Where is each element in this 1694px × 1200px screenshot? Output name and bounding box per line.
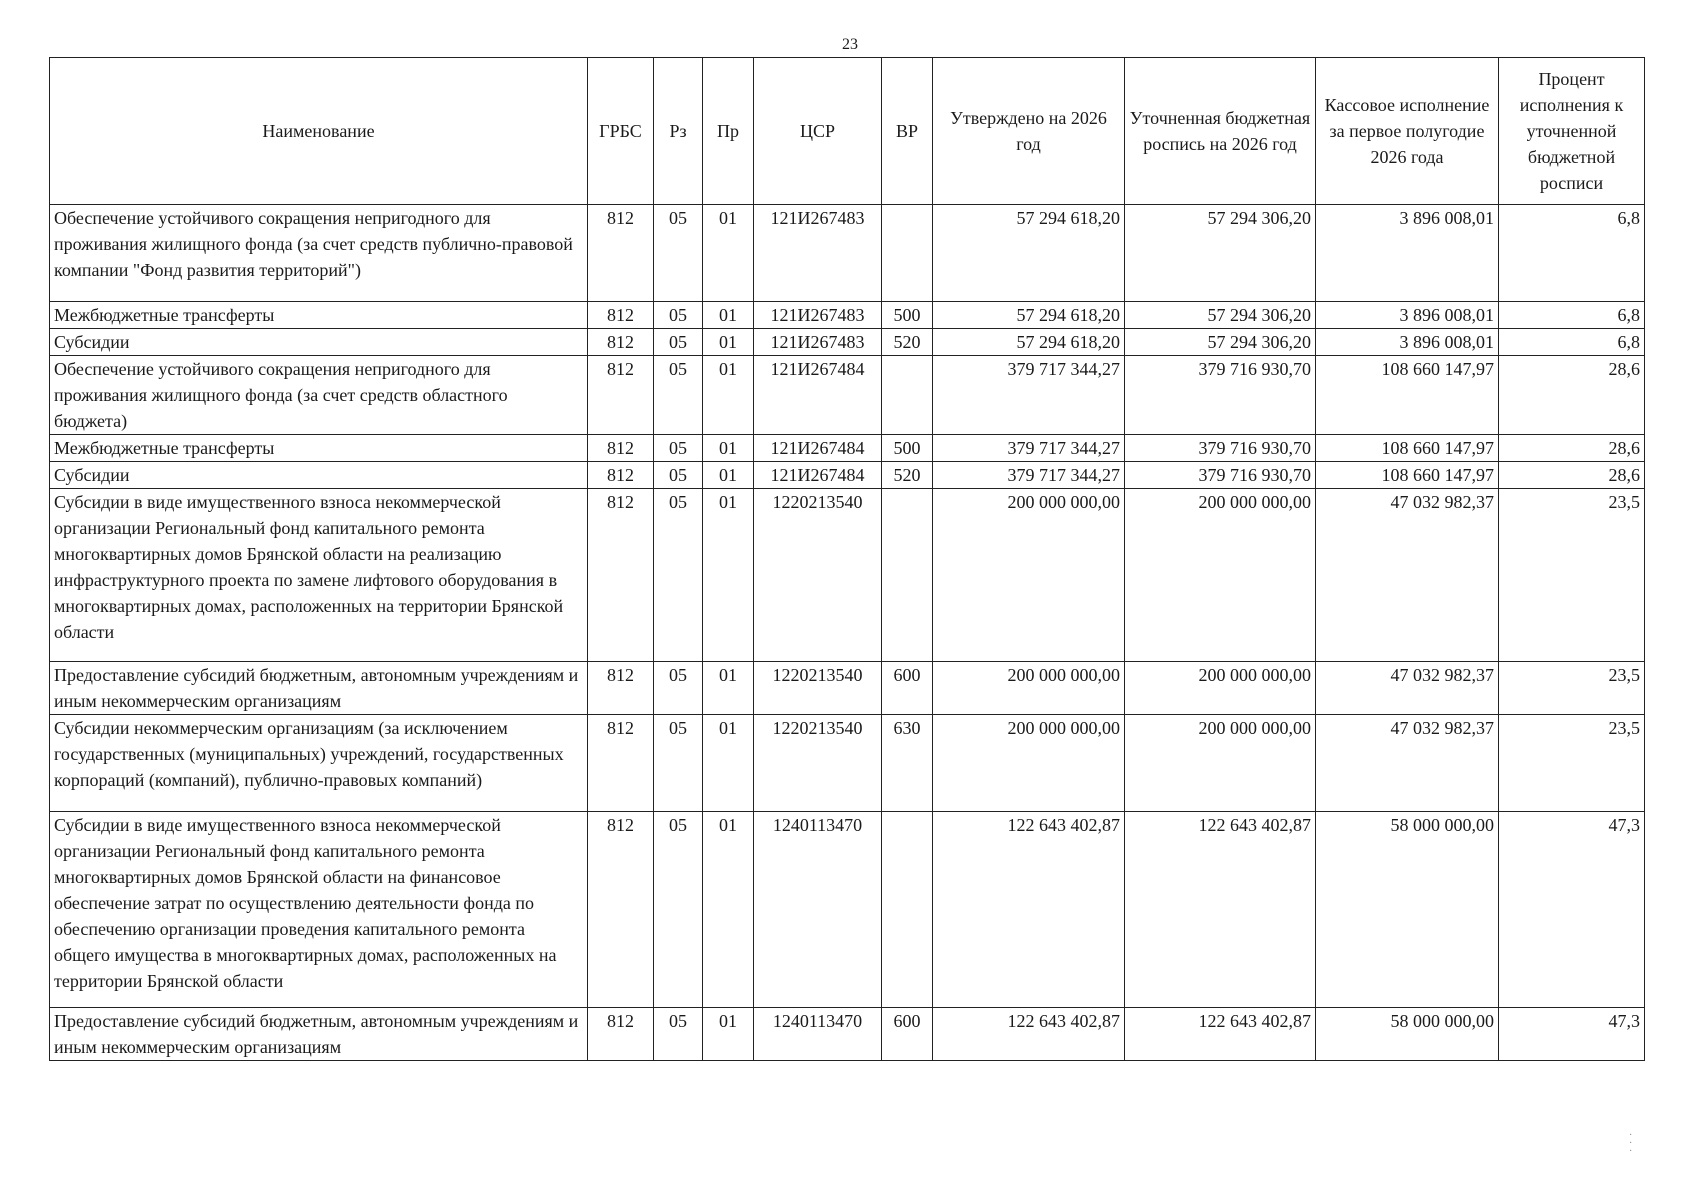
cell-rz: 05 (654, 329, 703, 356)
cell-pr: 01 (703, 715, 754, 812)
header-name: Наименование (50, 58, 588, 205)
cell-pr: 01 (703, 812, 754, 1008)
cell-approved: 200 000 000,00 (933, 489, 1125, 662)
cell-percent: 6,8 (1499, 302, 1645, 329)
cell-refined: 379 716 930,70 (1125, 356, 1316, 435)
cell-grbs: 812 (588, 356, 654, 435)
cell-cash: 3 896 008,01 (1316, 329, 1499, 356)
cell-percent: 6,8 (1499, 205, 1645, 302)
cell-pr: 01 (703, 462, 754, 489)
cell-rz: 05 (654, 715, 703, 812)
cell-csr: 121И267483 (754, 302, 882, 329)
table-row (50, 356, 1645, 435)
cell-name: Предоставление субсидий бюджетным, автономным учреждениям и иным некоммерческим организациям (50, 1008, 588, 1061)
cell-cash: 108 660 147,97 (1316, 356, 1499, 435)
cell-grbs: 812 (588, 435, 654, 462)
cell-refined: 57 294 306,20 (1125, 329, 1316, 356)
cell-csr: 1240113470 (754, 1008, 882, 1061)
cell-percent: 23,5 (1499, 489, 1645, 662)
cell-rz: 05 (654, 205, 703, 302)
cell-pr: 01 (703, 1008, 754, 1061)
cell-vr: 520 (882, 329, 933, 356)
cell-vr: 600 (882, 662, 933, 715)
cell-csr: 121И267484 (754, 435, 882, 462)
cell-refined: 200 000 000,00 (1125, 662, 1316, 715)
cell-grbs: 812 (588, 329, 654, 356)
cell-name: Субсидии (50, 462, 588, 489)
cell-refined: 379 716 930,70 (1125, 435, 1316, 462)
cell-pr: 01 (703, 356, 754, 435)
cell-approved: 379 717 344,27 (933, 435, 1125, 462)
cell-approved: 379 717 344,27 (933, 462, 1125, 489)
cell-vr (882, 812, 933, 1008)
header-vr: ВР (882, 58, 933, 205)
cell-refined: 57 294 306,20 (1125, 302, 1316, 329)
cell-percent: 23,5 (1499, 715, 1645, 812)
table-row (50, 329, 1645, 356)
cell-refined: 379 716 930,70 (1125, 462, 1316, 489)
cell-vr (882, 356, 933, 435)
cell-percent: 28,6 (1499, 462, 1645, 489)
cell-csr: 1220213540 (754, 715, 882, 812)
cell-approved: 122 643 402,87 (933, 812, 1125, 1008)
header-percent: Процент исполнения к уточненной бюджетной росписи (1499, 58, 1645, 205)
header-refined: Уточненная бюджетная роспись на 2026 год (1125, 58, 1316, 205)
table-row (50, 462, 1645, 489)
cell-vr: 600 (882, 1008, 933, 1061)
cell-grbs: 812 (588, 1008, 654, 1061)
header-csr: ЦСР (754, 58, 882, 205)
cell-approved: 57 294 618,20 (933, 329, 1125, 356)
cell-cash: 3 896 008,01 (1316, 205, 1499, 302)
cell-grbs: 812 (588, 662, 654, 715)
cell-name: Субсидии в виде имущественного взноса некоммерческой организации Региональный фонд капитального ремонта многоквартирных домов Брянской области на финансовое обеспечение затрат по осуществлению деятельности фонда по обеспечению организации проведения капитального ремонта общего имущества в многоквартирных домах, расположенных на территории Брянской области (50, 812, 588, 1008)
cell-approved: 57 294 618,20 (933, 205, 1125, 302)
cell-refined: 122 643 402,87 (1125, 1008, 1316, 1061)
cell-csr: 121И267483 (754, 205, 882, 302)
header-cash: Кассовое исполнение за первое полугодие 2026 года (1316, 58, 1499, 205)
header-grbs: ГРБС (588, 58, 654, 205)
cell-pr: 01 (703, 435, 754, 462)
cell-name: Субсидии в виде имущественного взноса некоммерческой организации Региональный фонд капитального ремонта многоквартирных домов Брянской области на реализацию инфраструктурного проекта по замене лифтового оборудования в многоквартирных домах, расположенных на территории Брянской области (50, 489, 588, 662)
header-pr: Пр (703, 58, 754, 205)
cell-grbs: 812 (588, 302, 654, 329)
cell-csr: 1220213540 (754, 489, 882, 662)
cell-refined: 122 643 402,87 (1125, 812, 1316, 1008)
cell-rz: 05 (654, 356, 703, 435)
cell-cash: 58 000 000,00 (1316, 1008, 1499, 1061)
cell-approved: 200 000 000,00 (933, 715, 1125, 812)
cell-vr: 500 (882, 302, 933, 329)
cell-csr: 121И267484 (754, 462, 882, 489)
cell-rz: 05 (654, 489, 703, 662)
table-row (50, 662, 1645, 715)
cell-vr: 500 (882, 435, 933, 462)
cell-rz: 05 (654, 662, 703, 715)
cell-percent: 47,3 (1499, 1008, 1645, 1061)
cell-name: Обеспечение устойчивого сокращения непригодного для проживания жилищного фонда (за счет средств публично-правовой компании "Фонд развития территорий") (50, 205, 588, 302)
cell-name: Субсидии некоммерческим организациям (за исключением государственных (муниципальных) учреждений, государственных корпораций (компаний), публично-правовых компаний) (50, 715, 588, 812)
cell-csr: 121И267483 (754, 329, 882, 356)
table-header-row (50, 58, 1645, 205)
cell-pr: 01 (703, 662, 754, 715)
table-row (50, 489, 1645, 662)
table-body (50, 205, 1645, 1061)
table-row (50, 812, 1645, 1008)
cell-refined: 200 000 000,00 (1125, 489, 1316, 662)
cell-cash: 108 660 147,97 (1316, 435, 1499, 462)
cell-approved: 122 643 402,87 (933, 1008, 1125, 1061)
cell-percent: 28,6 (1499, 435, 1645, 462)
cell-vr: 630 (882, 715, 933, 812)
cell-grbs: 812 (588, 812, 654, 1008)
cell-pr: 01 (703, 489, 754, 662)
cell-csr: 121И267484 (754, 356, 882, 435)
cell-pr: 01 (703, 329, 754, 356)
cell-refined: 200 000 000,00 (1125, 715, 1316, 812)
header-approved: Утверждено на 2026 год (933, 58, 1125, 205)
cell-name: Межбюджетные трансферты (50, 302, 588, 329)
cell-grbs: 812 (588, 715, 654, 812)
cell-name: Предоставление субсидий бюджетным, автономным учреждениям и иным некоммерческим организациям (50, 662, 588, 715)
cell-cash: 47 032 982,37 (1316, 662, 1499, 715)
cell-pr: 01 (703, 205, 754, 302)
cell-percent: 23,5 (1499, 662, 1645, 715)
cell-cash: 3 896 008,01 (1316, 302, 1499, 329)
header-rz: Рз (654, 58, 703, 205)
cell-cash: 108 660 147,97 (1316, 462, 1499, 489)
cell-percent: 47,3 (1499, 812, 1645, 1008)
cell-name: Межбюджетные трансферты (50, 435, 588, 462)
scan-artifact: · · · (1629, 1130, 1633, 1157)
table-row (50, 302, 1645, 329)
budget-execution-table (49, 57, 1645, 1061)
table-row (50, 1008, 1645, 1061)
cell-vr (882, 205, 933, 302)
cell-grbs: 812 (588, 462, 654, 489)
cell-vr: 520 (882, 462, 933, 489)
cell-approved: 379 717 344,27 (933, 356, 1125, 435)
table-row (50, 715, 1645, 812)
cell-name: Обеспечение устойчивого сокращения непригодного для проживания жилищного фонда (за счет средств областного бюджета) (50, 356, 588, 435)
cell-cash: 58 000 000,00 (1316, 812, 1499, 1008)
cell-pr: 01 (703, 302, 754, 329)
cell-percent: 28,6 (1499, 356, 1645, 435)
table-row (50, 435, 1645, 462)
cell-approved: 200 000 000,00 (933, 662, 1125, 715)
table-row (50, 205, 1645, 302)
cell-grbs: 812 (588, 205, 654, 302)
cell-rz: 05 (654, 1008, 703, 1061)
cell-rz: 05 (654, 435, 703, 462)
cell-csr: 1220213540 (754, 662, 882, 715)
cell-cash: 47 032 982,37 (1316, 715, 1499, 812)
cell-rz: 05 (654, 302, 703, 329)
cell-rz: 05 (654, 462, 703, 489)
cell-approved: 57 294 618,20 (933, 302, 1125, 329)
cell-refined: 57 294 306,20 (1125, 205, 1316, 302)
cell-rz: 05 (654, 812, 703, 1008)
cell-name: Субсидии (50, 329, 588, 356)
cell-grbs: 812 (588, 489, 654, 662)
page-number: 23 (842, 36, 858, 53)
cell-csr: 1240113470 (754, 812, 882, 1008)
cell-cash: 47 032 982,37 (1316, 489, 1499, 662)
cell-vr (882, 489, 933, 662)
cell-percent: 6,8 (1499, 329, 1645, 356)
